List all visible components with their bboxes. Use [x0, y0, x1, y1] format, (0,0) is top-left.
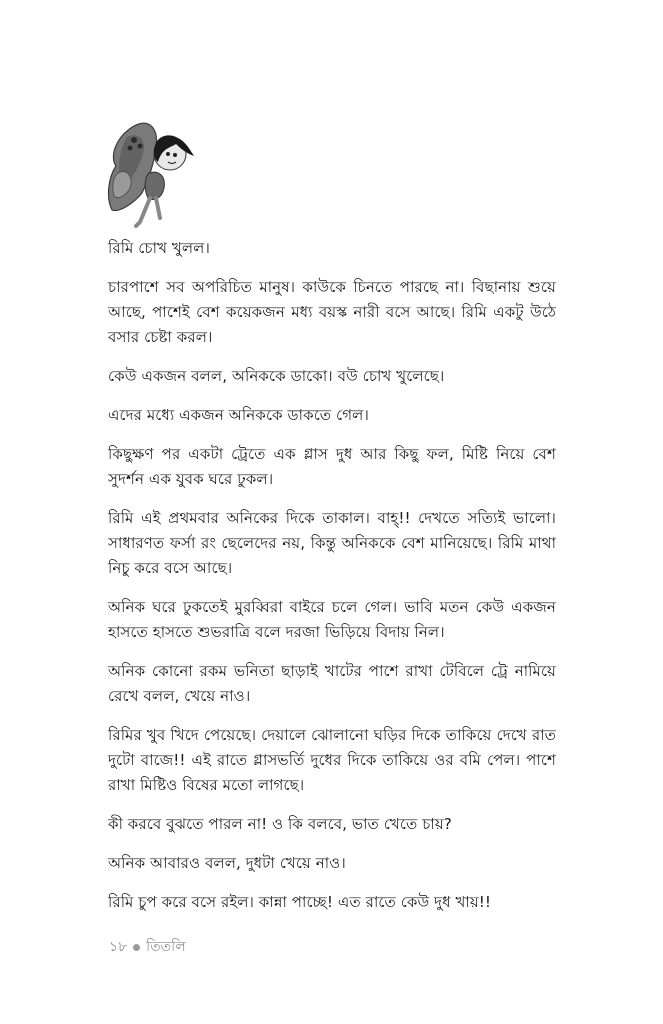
paragraph: রিমির খুব খিদে পেয়েছে। দেয়ালে ঝোলানো ঘড়ির দিকে তাকিয়ে দেখে রাত দুটো বাজে!! এই রাতে গ্লাসভর্তি দুধের দিকে তাকিয়ে ওর বমি পেল। পাশে রাখা মিষ্টিও বিষের মতো লাগছে।	[108, 726, 556, 794]
paragraph: রিমি এই প্রথমবার অনিকের দিকে তাকাল। বাহ্!! দেখতে সত্যিই ভালো। সাধারণত ফর্সা রং ছেলেদের নয়, কিন্তু অনিককে বেশ মানিয়েছে। রিমি মাথা নিচু করে বসে আছে।	[108, 509, 556, 577]
page-footer	[109, 935, 186, 959]
bullet-separator-icon	[133, 944, 140, 951]
page-number: ১৮	[109, 939, 128, 955]
paragraph: কিছুক্ষণ পর একটা ট্রেতে এক গ্লাস দুধ আর কিছু ফল, মিষ্টি নিয়ে বেশ সুদর্শন এক যুবক ঘরে ঢুকল।	[108, 445, 556, 488]
paragraph: কী করবে বুঝতে পারল না! ও কি বলবে, ভাত খেতে চায়?	[108, 815, 452, 833]
story-text	[108, 236, 556, 929]
butterfly-girl-illustration-icon	[104, 118, 196, 230]
paragraph: রিমি চোখ খুলল।	[108, 239, 210, 257]
paragraph: কেউ একজন বলল, অনিককে ডাকো। বউ চোখ খুলেছে।	[108, 367, 445, 385]
paragraph: এদের মধ্যে একজন অনিককে ডাকতে গেল।	[108, 406, 369, 424]
book-title: তিতলি	[146, 939, 186, 955]
paragraph: অনিক কোনো রকম ভনিতা ছাড়াই খাটের পাশে রাখা টেবিলে ট্রে নামিয়ে রেখে বলল, খেয়ে নাও।	[108, 662, 556, 705]
paragraph: অনিক ঘরে ঢুকতেই মুরব্বিরা বাইরে চলে গেল। ভাবি মতন কেউ একজন হাসতে হাসতে শুভরাত্রি বলে দরজা ভিড়িয়ে বিদায় নিল।	[108, 598, 556, 641]
paragraph: চারপাশে সব অপরিচিত মানুষ। কাউকে চিনতে পারছে না। বিছানায় শুয়ে আছে, পাশেই বেশ কয়েকজন মধ্য বয়স্ক নারী বসে আছে। রিমি একটু উঠে বসার চেষ্টা করল।	[108, 278, 556, 346]
paragraph: অনিক আবারও বলল, দুধটা খেয়ে নাও।	[108, 854, 346, 872]
paragraph: রিমি চুপ করে বসে রইল। কান্না পাচ্ছে! এত রাতে কেউ দুধ খায়!!	[108, 893, 491, 911]
